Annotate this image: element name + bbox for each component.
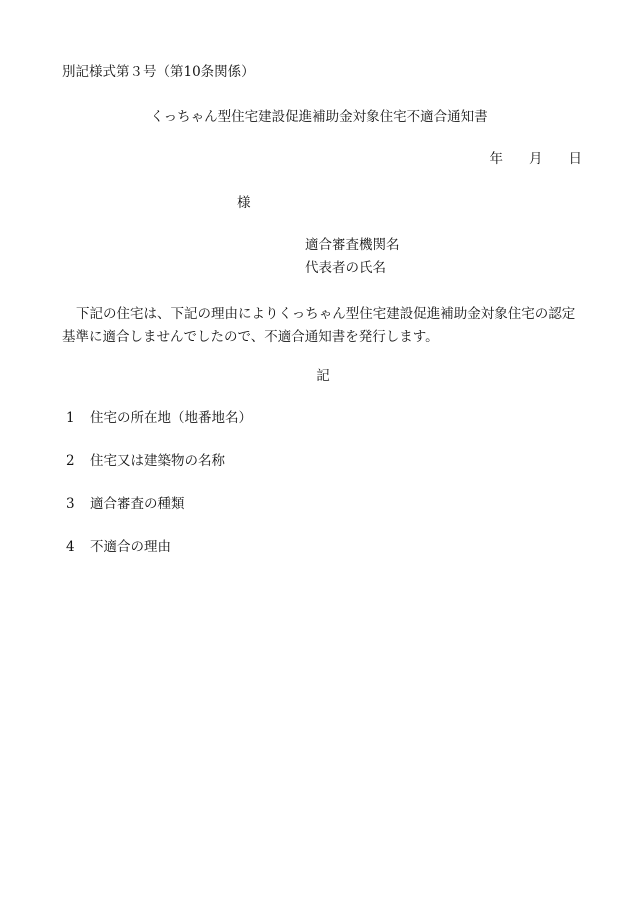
item-number: 2 bbox=[66, 453, 75, 469]
date-month: 月 bbox=[529, 151, 543, 167]
issuer-representative: 代表者の氏名 bbox=[305, 260, 386, 276]
date-day: 日 bbox=[568, 151, 582, 167]
list-item bbox=[66, 498, 185, 512]
body-paragraph: 下記の住宅は、下記の理由によりくっちゃん型住宅建設促進補助金対象住宅の認定基準に適合しませんでしたので、不適合通知書を発行します。 bbox=[62, 306, 576, 345]
list-item bbox=[66, 455, 225, 469]
issuer-organization: 適合審査機関名 bbox=[305, 237, 400, 253]
date-line bbox=[490, 153, 583, 167]
item-number: 1 bbox=[66, 410, 75, 426]
item-number: 4 bbox=[66, 539, 75, 555]
item-label: 住宅の所在地（地番地名） bbox=[90, 410, 252, 426]
date-year: 年 bbox=[489, 151, 503, 167]
item-label: 住宅又は建築物の名称 bbox=[90, 453, 225, 469]
item-label: 不適合の理由 bbox=[90, 539, 171, 555]
document-title: くっちゃん型住宅建設促進補助金対象住宅不適合通知書 bbox=[150, 109, 488, 125]
list-item bbox=[66, 541, 171, 555]
addressee-suffix: 様 bbox=[237, 195, 251, 211]
item-number: 3 bbox=[66, 496, 75, 512]
list-item bbox=[66, 412, 252, 426]
item-label: 適合審査の種類 bbox=[90, 496, 185, 512]
ki-heading: 記 bbox=[316, 368, 330, 384]
form-number: 別記様式第３号（第10条関係） bbox=[62, 64, 255, 80]
